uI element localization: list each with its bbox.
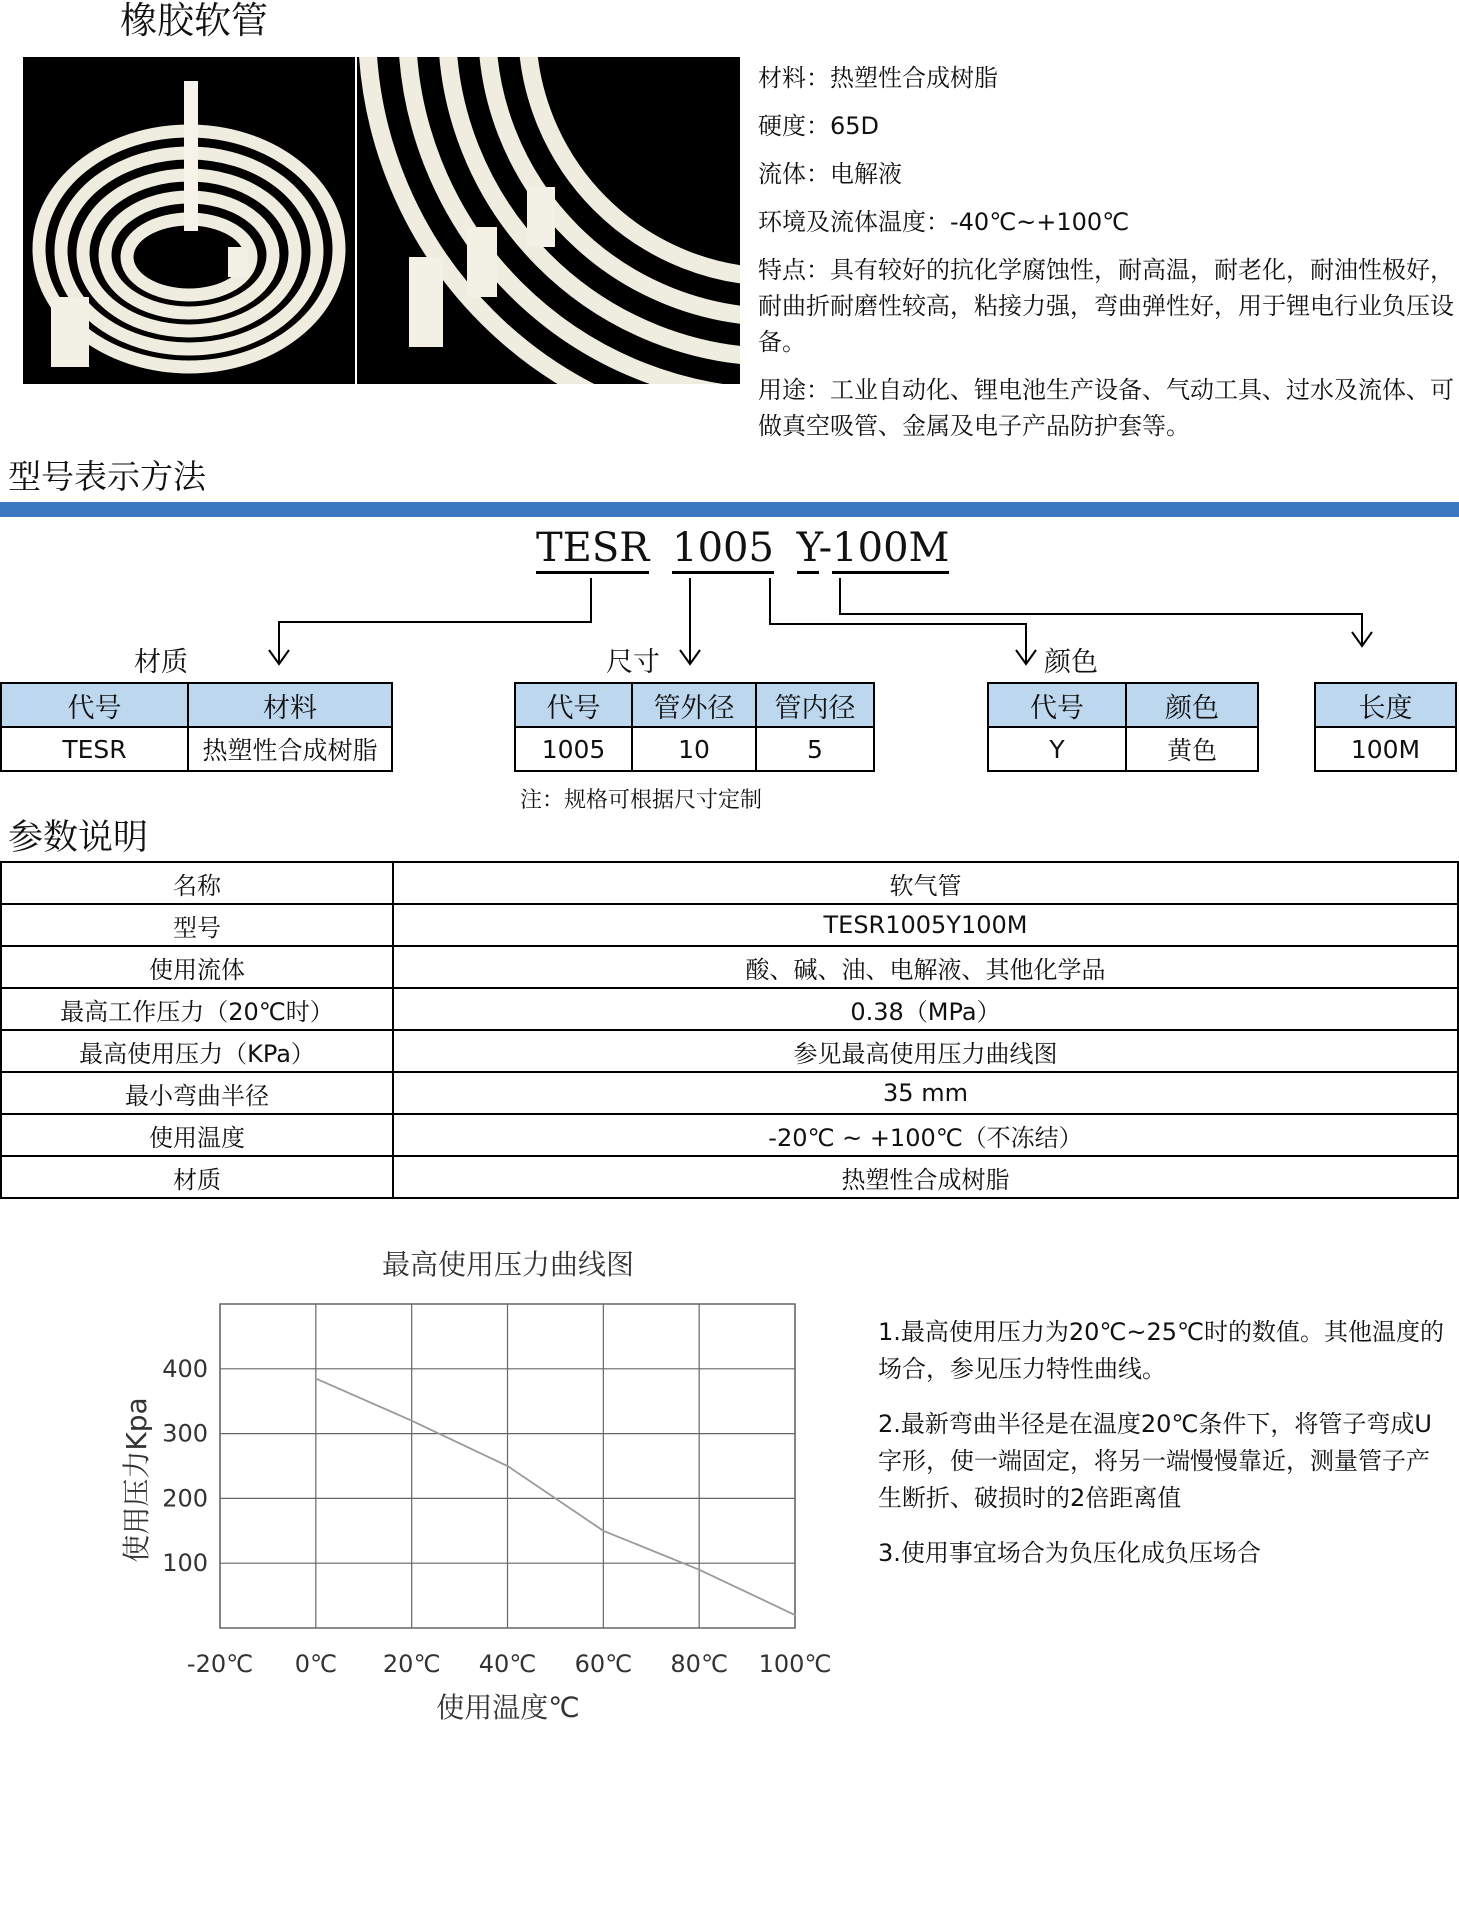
chart-x-tick-label: 40℃ xyxy=(478,1650,537,1678)
material-label: 材质 xyxy=(134,647,188,678)
param-row xyxy=(1,1156,1458,1198)
note-item: 1.最高使用压力为20℃~25℃时的数值。其他温度的场合，参见压力特性曲线。 xyxy=(878,1318,1444,1383)
spec-usage: 用途：工业自动化、锂电池生产设备、气动工具、过水及流体、可做真空吸管、金属及电子产品防护套等。 xyxy=(758,376,1454,440)
code-length: 100M xyxy=(832,525,949,574)
code-size: 1005 xyxy=(672,525,774,574)
color-table xyxy=(987,682,1259,772)
param-key: 使用温度 xyxy=(1,1114,393,1156)
param-value: TESR1005Y100M xyxy=(393,904,1458,946)
chart-x-tick-label: 100℃ xyxy=(758,1650,832,1678)
param-key: 最小弯曲半径 xyxy=(1,1072,393,1114)
param-table xyxy=(0,861,1459,1199)
length-value: 100M xyxy=(1315,727,1456,771)
param-row xyxy=(1,904,1458,946)
size-header-code: 代号 xyxy=(515,683,632,727)
size-code: 1005 xyxy=(515,727,632,771)
color-label: 颜色 xyxy=(1044,647,1098,678)
param-key: 型号 xyxy=(1,904,393,946)
param-key: 使用流体 xyxy=(1,946,393,988)
chart-y-tick-label: 400 xyxy=(162,1354,208,1383)
param-row xyxy=(1,946,1458,988)
note-item: 3.使用事宜场合为负压化成负压场合 xyxy=(878,1539,1261,1567)
size-label: 尺寸 xyxy=(606,647,660,678)
code-material: TESR xyxy=(536,525,649,574)
chart-x-tick-label: 20℃ xyxy=(382,1650,441,1678)
param-value: 参见最高使用压力曲线图 xyxy=(393,1030,1458,1072)
material-table xyxy=(0,682,393,772)
chart-ticks xyxy=(162,1355,831,1678)
chart-y-tick-label: 300 xyxy=(162,1419,208,1448)
chart-x-tick-label: -20℃ xyxy=(186,1650,254,1678)
chart-x-tick-label: 80℃ xyxy=(670,1650,728,1678)
param-row xyxy=(1,1114,1458,1156)
chart-series xyxy=(315,1378,796,1616)
custom-size-note: 注：规格可根据尺寸定制 xyxy=(520,788,763,813)
param-row xyxy=(1,1030,1458,1072)
spec-material: 材料：热塑性合成树脂 xyxy=(758,64,998,92)
chart-y-tick-label: 200 xyxy=(162,1484,208,1513)
material-name: 热塑性合成树脂 xyxy=(188,727,392,771)
length-table xyxy=(1314,682,1457,772)
color-code: Y xyxy=(988,727,1126,771)
color-header-color: 颜色 xyxy=(1126,683,1258,727)
param-section-title: 参数说明 xyxy=(8,818,149,858)
chart-series-line xyxy=(316,1379,795,1616)
material-header-material: 材料 xyxy=(188,683,392,727)
chart-y-tick-label: 100 xyxy=(162,1549,208,1578)
material-header-code: 代号 xyxy=(1,683,188,727)
spec-fluid: 流体：电解液 xyxy=(758,160,902,188)
param-row xyxy=(1,988,1458,1030)
color-name: 黄色 xyxy=(1126,727,1258,771)
param-value: 0.38（MPa） xyxy=(393,988,1458,1030)
model-connector-lines xyxy=(0,0,1459,700)
note-item: 2.最新弯曲半径是在温度20℃条件下，将管子弯成U字形，使一端固定，将另一端慢慢靠近，测量管子产生断折、破损时的2倍距离值 xyxy=(878,1410,1432,1512)
chart-x-axis-label: 使用温度℃ xyxy=(436,1691,580,1724)
product-title: 橡胶软管 xyxy=(120,0,268,42)
param-value: 35 mm xyxy=(393,1072,1458,1114)
color-header-code: 代号 xyxy=(988,683,1126,727)
size-header-od: 管外径 xyxy=(632,683,756,727)
chart-y-axis-label: 使用压力Kpa xyxy=(120,1397,153,1563)
code-color: Y xyxy=(797,525,819,574)
chart-data-point xyxy=(507,1465,509,1467)
chart-x-tick-label: 0℃ xyxy=(294,1650,337,1678)
param-key: 名称 xyxy=(1,862,393,904)
param-key: 最高工作压力（20℃时） xyxy=(1,988,393,1030)
param-row xyxy=(1,1072,1458,1114)
model-section-title: 型号表示方法 xyxy=(8,457,206,496)
param-value: 酸、碱、油、电解液、其他化学品 xyxy=(393,946,1458,988)
chart-x-tick-label: 60℃ xyxy=(574,1650,633,1678)
size-header-id: 管内径 xyxy=(756,683,874,727)
param-value: 软气管 xyxy=(393,862,1458,904)
chart-data-point xyxy=(411,1420,413,1422)
size-id: 5 xyxy=(756,727,874,771)
length-header: 长度 xyxy=(1315,683,1456,727)
spec-hardness: 硬度：65D xyxy=(758,112,880,140)
chart-title: 最高使用压力曲线图 xyxy=(381,1248,635,1281)
param-value: -20℃ ~ +100℃（不冻结） xyxy=(393,1114,1458,1156)
pressure-curve-chart xyxy=(0,1230,860,1750)
param-key: 最高使用压力（KPa） xyxy=(1,1030,393,1072)
param-value: 热塑性合成树脂 xyxy=(393,1156,1458,1198)
material-code: TESR xyxy=(1,727,188,771)
spec-temperature: 环境及流体温度：-40℃~+100℃ xyxy=(758,208,1130,236)
size-table xyxy=(514,682,875,772)
chart-data-point xyxy=(794,1614,796,1616)
chart-data-point xyxy=(603,1530,605,1532)
chart-data-point xyxy=(315,1378,317,1380)
code-dash: - xyxy=(818,525,833,571)
param-row xyxy=(1,862,1458,904)
chart-data-point xyxy=(698,1569,700,1571)
param-key: 材质 xyxy=(1,1156,393,1198)
spec-features: 特点：具有较好的抗化学腐蚀性，耐高温，耐老化，耐油性极好，耐曲折耐磨性较高，粘接力强，弯曲弹性好，用于锂电行业负压设备。 xyxy=(758,256,1454,356)
size-od: 10 xyxy=(632,727,756,771)
chart-notes xyxy=(878,1314,1448,1590)
